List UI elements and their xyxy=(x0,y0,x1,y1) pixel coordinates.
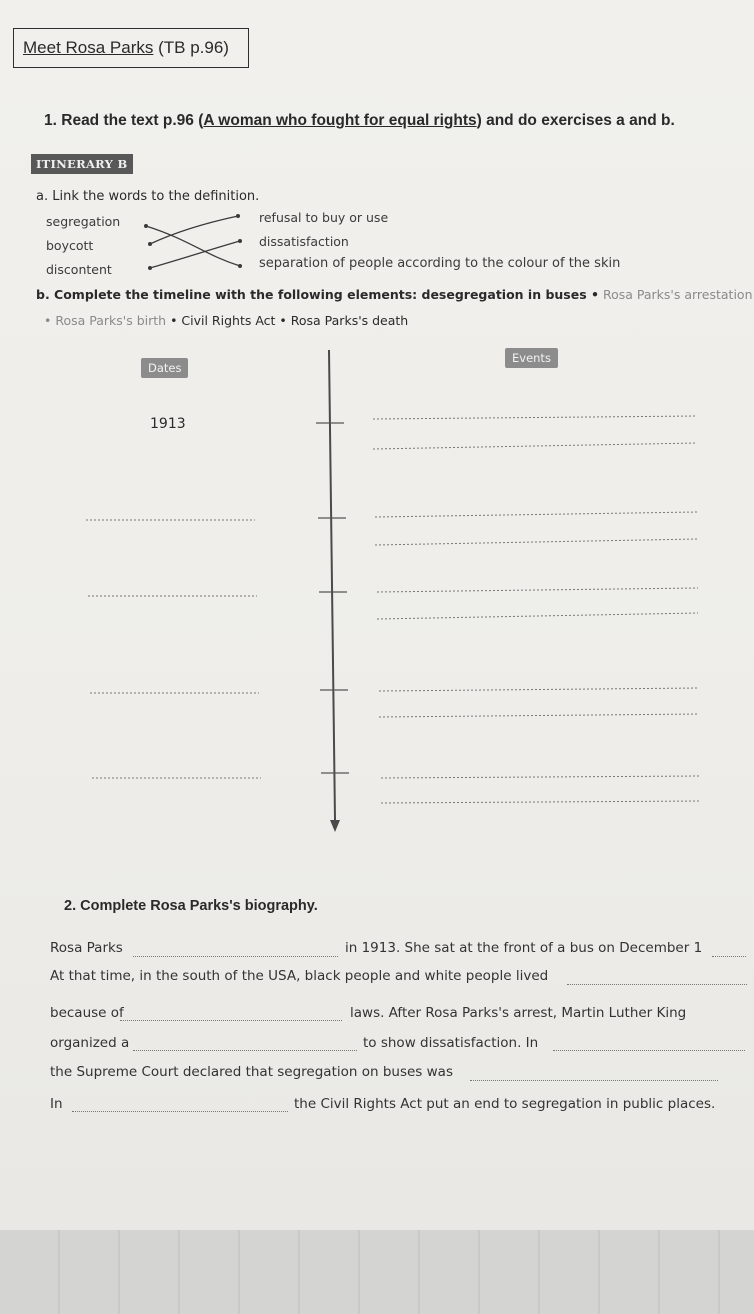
dot-segregation xyxy=(144,224,148,228)
dot-discontent xyxy=(148,266,152,270)
dates-label: Dates xyxy=(141,358,188,378)
definition-refusal: refusal to buy or use xyxy=(259,210,389,225)
first-date: 1913 xyxy=(150,416,186,432)
exercise-2-title xyxy=(64,898,318,914)
part-b-line-2-rest: • Civil Rights Act • Rosa Parks's death xyxy=(166,313,409,328)
part-b-text: b. Complete the timeline with the following elements: desegregation in buses • xyxy=(36,287,599,302)
bio-line-4-a: organized a xyxy=(50,1035,130,1051)
bio-blank-3 xyxy=(120,1020,342,1021)
part-b-faint-birth: • Rosa Parks's birth xyxy=(44,313,167,328)
event-blank-2a xyxy=(375,512,697,517)
link-discontent-dissatisfaction xyxy=(150,241,240,268)
dot-boycott xyxy=(148,242,152,246)
date-blanks xyxy=(86,520,261,778)
event-blank-3b xyxy=(377,613,698,619)
bio-blank-6 xyxy=(72,1111,288,1112)
bio-line-4-b: to show dissatisfaction. In xyxy=(363,1035,539,1051)
definition-separation: separation of people according to the colour of the skin xyxy=(259,256,621,271)
title-ref: (TB p.96) xyxy=(153,38,229,57)
dot-dissatisfaction xyxy=(238,239,242,243)
event-blank-4b xyxy=(379,714,699,717)
bio-blank-5 xyxy=(470,1080,718,1081)
link-lines xyxy=(146,216,240,268)
events-label: Events xyxy=(505,348,558,368)
bio-line-5-a: the Supreme Court declared that segregation on buses was xyxy=(50,1064,453,1080)
event-blank-5a xyxy=(381,776,700,778)
event-blank-3a xyxy=(377,588,698,592)
timeline-arrow xyxy=(330,820,340,832)
dot-separation xyxy=(238,264,242,268)
bio-blank-4b xyxy=(553,1050,745,1051)
exercise-1-text-a: Read the text p.96 ( xyxy=(61,112,204,129)
bio-line-6-a: In xyxy=(50,1096,63,1112)
event-blank-1a xyxy=(373,416,697,419)
exercise-2-number: 2. xyxy=(64,898,77,914)
definition-dissatisfaction: dissatisfaction xyxy=(259,234,349,249)
text-title-link: A woman who fought for equal rights xyxy=(203,112,477,129)
event-blank-4a xyxy=(379,688,699,691)
word-segregation: segregation xyxy=(46,214,121,229)
bio-line-1-b: in 1913. She sat at the front of a bus on December 1 xyxy=(345,940,703,956)
bio-line-3-b: laws. After Rosa Parks's arrest, Martin Luther King xyxy=(350,1005,687,1021)
part-b-line-2 xyxy=(44,313,408,328)
bio-blank-1 xyxy=(133,956,338,957)
event-blanks xyxy=(373,416,700,803)
event-blank-2b xyxy=(375,539,697,545)
exercise-2-text: Complete Rosa Parks's biography. xyxy=(80,898,318,914)
word-discontent: discontent xyxy=(46,262,112,277)
dot-refusal xyxy=(236,214,240,218)
part-b-instruction xyxy=(36,287,753,302)
title-main: Meet Rosa Parks xyxy=(23,38,154,57)
part-a-instruction: a. Link the words to the definition. xyxy=(36,189,260,204)
part-b-faint-arrestation: Rosa Parks's arrestation xyxy=(599,287,753,302)
timeline-axis xyxy=(329,350,335,820)
bio-line-2-a: At that time, in the south of the USA, black people and white people lived xyxy=(50,968,549,984)
bio-line-6-b: the Civil Rights Act put an end to segregation in public places. xyxy=(294,1096,716,1112)
bio-blank-1b xyxy=(712,956,746,957)
exercise-1-number: 1. xyxy=(44,112,57,129)
itinerary-badge: ITINERARY B xyxy=(31,154,133,174)
event-blank-1b xyxy=(373,443,697,449)
bio-line-1-a: Rosa Parks xyxy=(50,940,123,956)
link-segregation-separation xyxy=(146,226,240,266)
link-boycott-refusal xyxy=(150,216,238,244)
exercise-1-text-b: ) and do exercises a and b. xyxy=(476,112,675,129)
bio-blank-2 xyxy=(567,984,747,985)
bio-line-3-a: because of xyxy=(50,1005,124,1021)
event-blank-5b xyxy=(381,801,700,803)
bio-blank-4 xyxy=(133,1050,357,1051)
word-boycott: boycott xyxy=(46,238,94,253)
